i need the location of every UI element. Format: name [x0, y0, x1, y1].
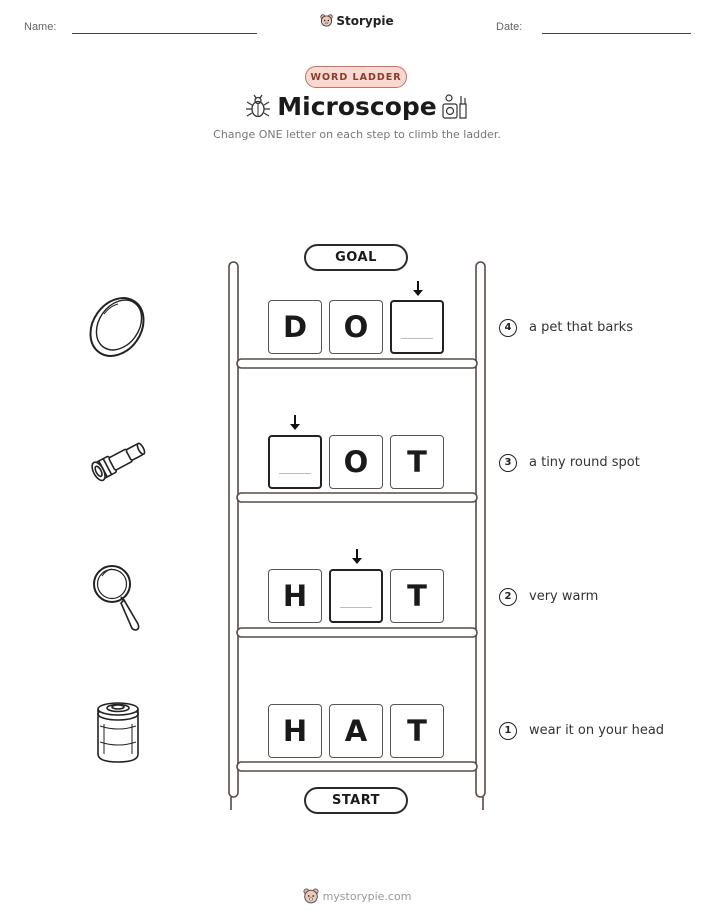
- letter-tile: T: [390, 435, 444, 489]
- clue-number: 2: [499, 588, 517, 606]
- letter-tile: A: [329, 704, 383, 758]
- arrow-down-icon: [411, 280, 425, 298]
- start-label: START: [304, 787, 408, 814]
- specimen-jar-icon: [90, 696, 146, 766]
- date-label: Date:: [496, 21, 523, 33]
- clue-text: a pet that barks: [529, 320, 633, 335]
- clue-text: wear it on your head: [529, 723, 665, 738]
- clue-text: a tiny round spot: [529, 455, 640, 470]
- letter-tile: D: [268, 300, 322, 354]
- clue-number: 3: [499, 454, 517, 472]
- letter-tile: T: [390, 704, 444, 758]
- bear-logo-icon: [303, 888, 319, 904]
- word-ladder-badge: WORD LADDER: [305, 66, 407, 88]
- eyepiece-icon: [84, 435, 152, 487]
- clue-text: very warm: [529, 589, 599, 604]
- arrow-down-icon: [288, 414, 302, 432]
- blank-letter-input[interactable]: [268, 435, 322, 489]
- arrow-down-icon: [350, 548, 364, 566]
- name-label: Name:: [24, 21, 57, 33]
- clue-number: 1: [499, 722, 517, 740]
- footer: [0, 888, 714, 904]
- goal-label: GOAL: [304, 244, 408, 271]
- clue-number: 4: [499, 319, 517, 337]
- instructions: Change ONE letter on each step to climb the ladder.: [213, 128, 501, 141]
- brand-name: Storypie: [336, 14, 394, 28]
- lens-icon: [84, 292, 150, 362]
- letter-tile: T: [390, 569, 444, 623]
- footer-url[interactable]: mystorypie.com: [322, 890, 412, 903]
- letter-tile: O: [329, 435, 383, 489]
- blank-letter-input[interactable]: [390, 300, 444, 354]
- page-title: Microscope: [277, 92, 437, 121]
- magnifying-glass-icon: [90, 562, 146, 634]
- letter-tile: H: [268, 704, 322, 758]
- blank-letter-input[interactable]: [329, 569, 383, 623]
- letter-tile: O: [329, 300, 383, 354]
- letter-tile: H: [268, 569, 322, 623]
